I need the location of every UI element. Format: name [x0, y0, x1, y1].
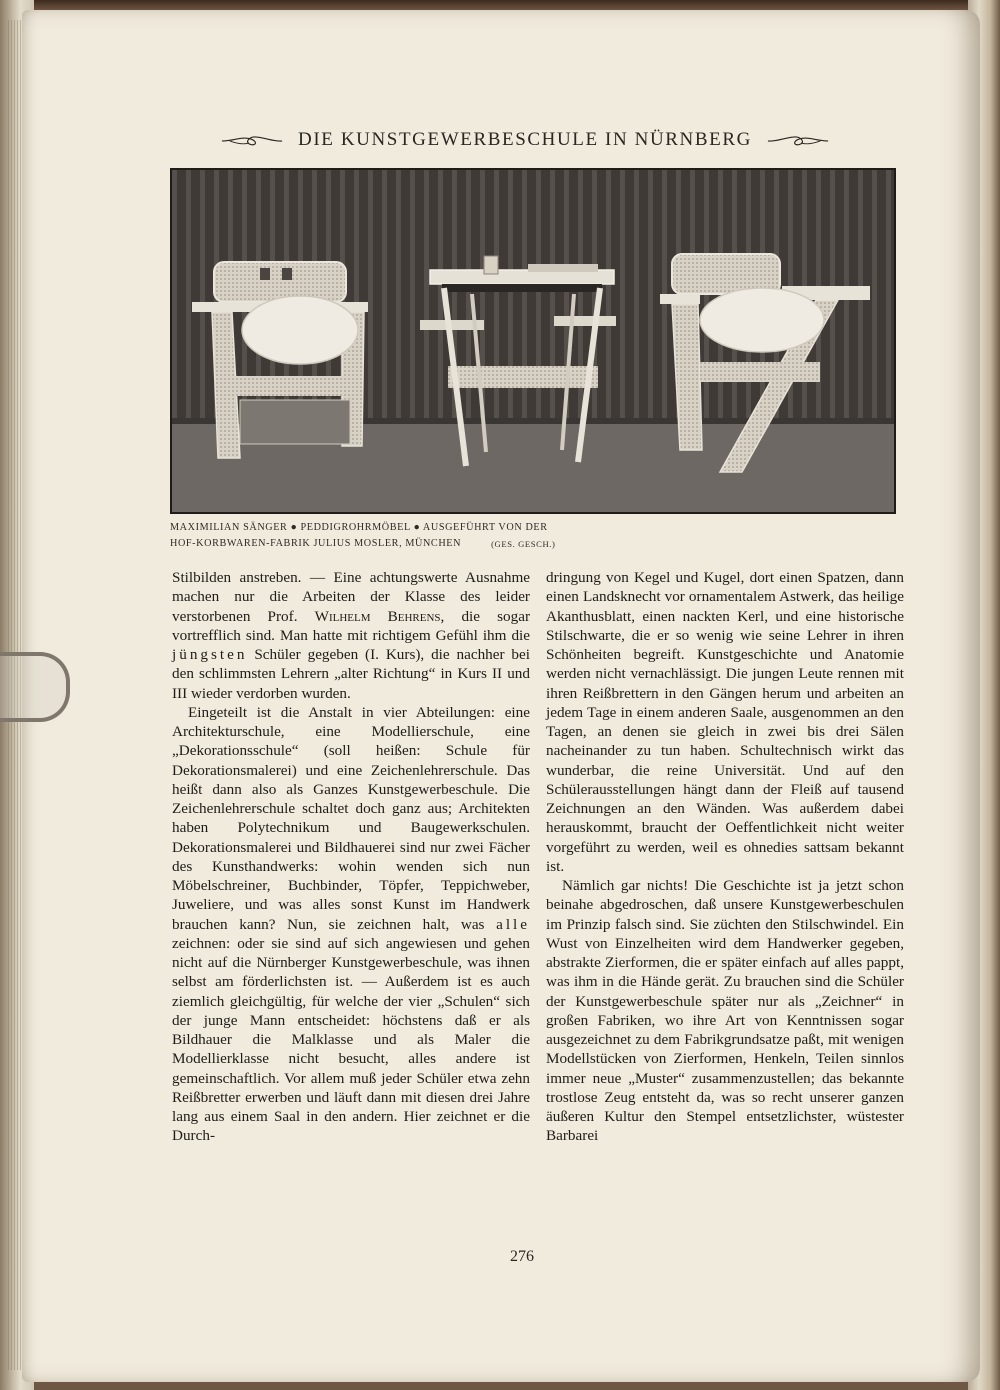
page-clip: [0, 652, 70, 722]
paragraph-left-1: [172, 568, 530, 703]
paragraph-left-2: [172, 703, 530, 1146]
furniture-photograph: [170, 168, 896, 514]
text-run: Eingeteilt ist die Anstalt in vier Abteilungen: eine Architekturschule, eine Modellierschule, eine „Dekorationsschule“ (soll heißen: Schule für Dekorationsmalerei) und eine Zeichenlehrerschule. Das heißt dann also als Ganzes Kunstgewerbeschule. Die Zeichenlehrerschule schaltet doch ganz aus; Architekten haben Polytechnikum und Baugewerkschulen. Dekorationsmalerei und Bildhauerei sind nur zwei Fächer des Kunsthandwerks: wohin wenden sich nun Möbelschreiner, Buchbinder, Töpfer, Teppichweber, Juweliere, und was alles sonst Kunst im Handwerk brauchen kann? Nun, sie zeichnen halt, was: [172, 703, 530, 933]
text-column-left: [172, 568, 530, 1146]
paragraph-right-1: dringung von Kegel und Kugel, dort einen Spatzen, dann einen Landsknecht vor ornamentalem Astwerk, das heilige Akanthusblatt, einen nackten Kerl, und eine historische Stilschwarte, die er so wenig wie seine Lehrer in ihren Schönheiten begreift. Kunstgeschichte und Anatomie werden nicht vernachlässigt. Die jungen Leute rennen mit ihren Reißbrettern in den Gängen herum und arbeiten an jedem Tage in einem anderen Saale, ausgenommen an den Tagen, an denen sie gleich in zwei bis drei Sälen nacheinander zu tun haben. Schultechnisch wirkt das wunderbar, die reine Universität. Und auf den Schülerausstellungen hängt dann der Fleiß auf tausend Zeichnungen an den Wänden. Was außerdem dabei herauskommt, braucht der Oeffentlichkeit nicht weiter vorgeführt zu werden, weil es ohnedies sattsam bekannt ist.: [546, 569, 904, 875]
ornament-right-icon: [766, 130, 830, 150]
figure-caption: [170, 520, 730, 552]
ornament-left-icon: [220, 130, 284, 150]
emphasis-spaced: jüngsten: [172, 646, 248, 663]
text-run: , die sogar vortrefflich sind. Man hatte mit richtigem Gefühl ihm die: [172, 607, 531, 644]
text-run: zeichnen: oder sie sind auf sich angewiesen und gehen nicht auf die Nürnberger Kunstgewerbeschule, was ihnen selbst am förderlichsten ist. — Außerdem ist es auch ziemlich gleichgültig, für welche der vier „Schulen“ sich der junge Mann entscheidet: höchstens daß er als Bildhauer die Malklasse und als Maler die Modellierklasse nicht besucht, alles andere ist gemeinschaftlich. Vor allem muß jeder Schüler etwa zehn Reißbretter erwerben und läuft dann mit diesen drei Jahre lang aus einem Saal in den andern. Hier zeichnet er die Durch-: [172, 934, 530, 1145]
left-armchair: [192, 262, 368, 458]
paragraph-right-2: Nämlich gar nichts! Die Geschichte ist ja jetzt schon beinahe abgedroschen, daß unsere Kunstgewerbeschulen im Prinzip falsch sind. Sie züchten den Stilschwindel. Ein Wust von Einzelheiten wird dem Handwerker gegeben, abstrakte Zierformen, die er später einfach auf alles pappt, was ihm in die Hände gerät. Zu brauchen sind die Schüler der Kunstgewerbeschule später nur als „Zeichner“ in großen Fabriken, wo ihre Art von Kenntnissen sogar ausgezeichnet zu dem Fabrikgrundsatze paßt, mit wenigen Modellstücken von Zierformen, Henkeln, Teilen sinnlos immer neue „Muster“ zusammenzustellen; das bekannte trostlose Zeug entsteht da, was so recht unserer ganzen äußeren Kultur den Stempel entsetzlichster, wüstester Barbarei: [546, 877, 904, 1145]
caption-line-1: MAXIMILIAN SÄNGER ● PEDDIGROHRMÖBEL ● AUSGEFÜHRT VON DER: [170, 522, 548, 533]
caption-line-2-row: [170, 536, 730, 552]
page-number: 276: [510, 1248, 534, 1265]
emphasis-spaced: alle: [496, 915, 530, 933]
text-column-right: [546, 568, 904, 1146]
text-run: Schüler gegeben (I. Kurs), die nachher bei den schlimmsten Lehrern „alter Richtung“ in Kurs II und III wieder verdorben wurden.: [172, 646, 530, 702]
caption-note: (GES. GESCH.): [491, 539, 556, 549]
running-title: DIE KUNSTGEWERBESCHULE IN NÜRNBERG: [298, 129, 752, 150]
person-name: Wilhelm Behrens: [314, 607, 441, 625]
wicker-furniture-illustration: [172, 170, 894, 512]
caption-line-2: HOF-KORBWAREN-FABRIK JULIUS MOSLER, MÜNCHEN: [170, 538, 462, 549]
running-header: [220, 120, 830, 160]
text-run: Stilbilden anstreben. — Eine achtungswerte Ausnahme machen nur die Arbeiten der Klasse des leider verstorbenen Prof.: [172, 569, 530, 625]
